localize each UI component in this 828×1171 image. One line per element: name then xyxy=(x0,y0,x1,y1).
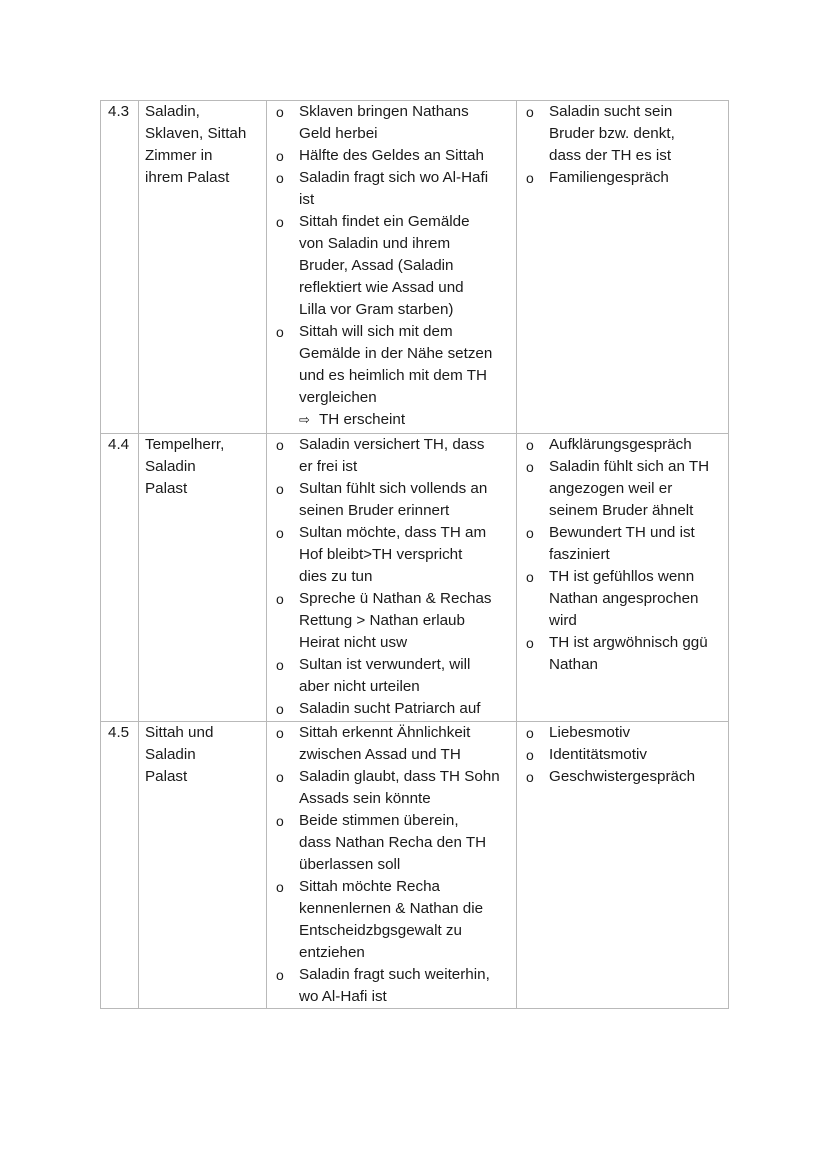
scene-number: 4.4 xyxy=(108,436,130,453)
aspects-cell xyxy=(517,722,729,1009)
list-item: o Sittah möchte Recha kennenlernen & Nathan die Entscheidzbgsgewalt zu entziehen xyxy=(276,878,484,961)
bullet-icon: o xyxy=(526,725,534,741)
bullet-icon: o xyxy=(276,657,284,673)
bullet-icon: o xyxy=(526,170,534,186)
list-item: o Hälfte des Geldes an Sittah xyxy=(267,145,516,167)
bullet-icon: o xyxy=(526,104,534,120)
plot-list xyxy=(267,434,516,720)
plot-list xyxy=(267,722,516,1008)
list-item: o Sultan möchte, dass TH am Hof bleibt>TH verspricht dies zu tun xyxy=(276,524,487,585)
list-item: o Sittah erkennt Ähnlichkeit zwischen Assad und TH xyxy=(276,724,471,763)
list-item: o Saladin sucht Patriarch auf xyxy=(267,698,516,720)
list-item: o Sultan fühlt sich vollends an seinen Bruder erinnert xyxy=(276,480,488,519)
characters-line: Sittah und xyxy=(145,724,214,741)
characters-line: Saladin, xyxy=(145,103,200,120)
list-item: o Beide stimmen überein, dass Nathan Recha den TH überlassen soll xyxy=(276,812,487,873)
aspects-list xyxy=(517,434,728,676)
bullet-icon: o xyxy=(276,879,284,895)
list-item: o Sklaven bringen Nathans Geld herbei xyxy=(276,103,469,142)
list-item: o Saladin sucht sein Bruder bzw. denkt, dass der TH es ist xyxy=(526,103,675,164)
list-item: o Spreche ü Nathan & Rechas Rettung > Nathan erlaub Heirat nicht usw xyxy=(276,590,492,651)
bullet-icon: o xyxy=(276,214,284,230)
scene-number: 4.5 xyxy=(108,724,130,741)
characters-line: Palast xyxy=(145,480,188,497)
scene-table xyxy=(100,100,729,1009)
list-item: o Sultan ist verwundert, will aber nicht urteilen xyxy=(276,656,471,695)
list-item: o TH ist gefühllos wenn Nathan angesprochen wird xyxy=(526,568,699,629)
characters-line: Tempelherr, xyxy=(145,436,225,453)
document-page xyxy=(100,100,728,1009)
bullet-icon: o xyxy=(276,725,284,741)
list-item: o Saladin fühlt sich an TH angezogen weil er seinem Bruder ähnelt xyxy=(526,458,710,519)
list-item: o Bewundert TH und ist fasziniert xyxy=(526,524,695,563)
list-item: o Identitätsmotiv xyxy=(517,744,728,766)
bullet-icon: o xyxy=(276,525,284,541)
plot-list xyxy=(267,101,516,409)
bullet-icon: o xyxy=(276,813,284,829)
characters-line: ihrem Palast xyxy=(145,169,230,186)
bullet-icon: o xyxy=(526,747,534,763)
bullet-icon: o xyxy=(526,459,534,475)
characters-line: Saladin xyxy=(145,746,196,763)
list-item: o Liebesmotiv xyxy=(517,722,728,744)
characters-location-cell xyxy=(139,434,267,722)
list-item: o Saladin versichert TH, dass er frei ist xyxy=(276,436,485,475)
list-item: o Aufklärungsgespräch xyxy=(517,434,728,456)
characters-location-cell xyxy=(139,101,267,434)
list-item: o Saladin fragt such weiterhin, wo Al-Hafi ist xyxy=(276,966,490,1005)
bullet-icon: o xyxy=(526,635,534,651)
scene-number-cell xyxy=(101,434,139,722)
table-row xyxy=(101,101,729,434)
bullet-icon: o xyxy=(276,591,284,607)
list-item: o Saladin fragt sich wo Al-Hafi ist xyxy=(276,169,489,208)
aspects-cell xyxy=(517,434,729,722)
aspects-cell xyxy=(517,101,729,434)
aspects-list xyxy=(517,722,728,788)
scene-number-cell xyxy=(101,722,139,1009)
characters-line: Zimmer in xyxy=(145,147,213,164)
bullet-icon: o xyxy=(526,569,534,585)
bullet-icon: o xyxy=(526,437,534,453)
bullet-icon: o xyxy=(276,481,284,497)
bullet-icon: o xyxy=(276,769,284,785)
bullet-icon: o xyxy=(526,525,534,541)
list-item: o Sittah will sich mit dem Gemälde in der Nähe setzen und es heimlich mit dem TH vergleichen xyxy=(276,323,493,406)
list-item: o Sittah findet ein Gemälde von Saladin und ihrem Bruder, Assad (Saladin reflektiert wie Assad und Lilla vor Gram starben) xyxy=(276,213,470,318)
list-item: o Geschwistergespräch xyxy=(517,766,728,788)
bullet-icon: o xyxy=(276,437,284,453)
characters-line: Saladin xyxy=(145,458,196,475)
list-item: o Saladin glaubt, dass TH Sohn Assads sein könnte xyxy=(276,768,500,807)
bullet-icon: o xyxy=(276,701,284,717)
scene-number: 4.3 xyxy=(108,103,130,120)
consequence-text: TH erscheint xyxy=(319,411,406,428)
bullet-icon: o xyxy=(276,104,284,120)
consequence-line xyxy=(267,409,516,431)
plot-cell xyxy=(267,101,517,434)
plot-cell xyxy=(267,434,517,722)
bullet-icon: o xyxy=(276,148,284,164)
bullet-icon: o xyxy=(526,769,534,785)
characters-location-cell xyxy=(139,722,267,1009)
characters-line: Palast xyxy=(145,768,188,785)
table-row xyxy=(101,722,729,1009)
bullet-icon: o xyxy=(276,170,284,186)
scene-number-cell xyxy=(101,101,139,434)
bullet-icon: o xyxy=(276,324,284,340)
aspects-list xyxy=(517,101,728,189)
list-item: o Familiengespräch xyxy=(517,167,728,189)
characters-line: Sklaven, Sittah xyxy=(145,125,247,142)
right-arrow-icon: ⇨ xyxy=(299,412,310,427)
bullet-icon: o xyxy=(276,967,284,983)
list-item: o TH ist argwöhnisch ggü Nathan xyxy=(526,634,708,673)
plot-cell xyxy=(267,722,517,1009)
table-row xyxy=(101,434,729,722)
